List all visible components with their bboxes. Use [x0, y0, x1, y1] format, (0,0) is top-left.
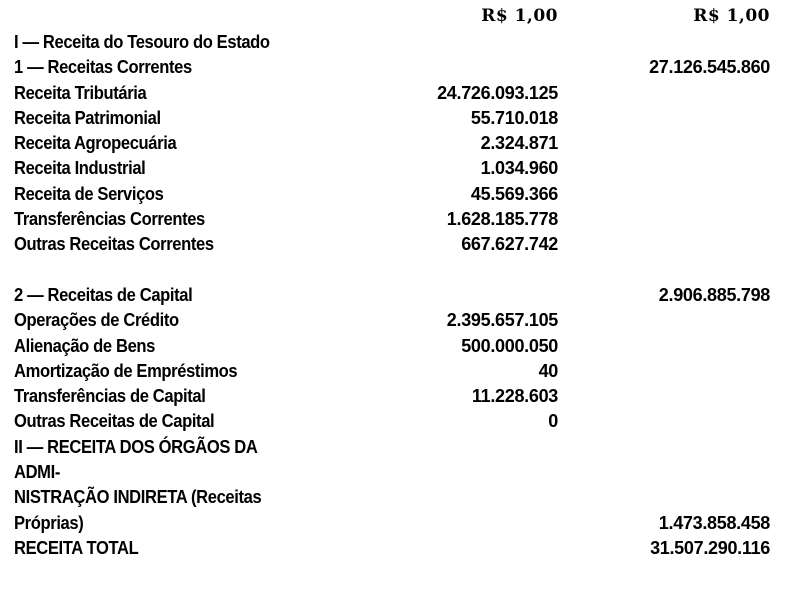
row-label: I — Receita do Tesouro do Estado — [14, 32, 270, 52]
table-row — [14, 435, 774, 460]
row-value-detail: 40 — [538, 360, 558, 381]
table-row — [14, 106, 774, 131]
row-value-detail: 1.034.960 — [480, 158, 558, 179]
row-label: Amortização de Empréstimos — [14, 360, 238, 381]
revenue-table — [14, 30, 774, 561]
table-row — [14, 460, 774, 485]
table-row — [14, 283, 774, 308]
table-row — [14, 81, 774, 106]
row-value-detail: 55.710.018 — [470, 107, 558, 128]
row-label: Receita Industrial — [14, 158, 146, 179]
table-row — [14, 30, 774, 55]
table-row — [14, 232, 774, 257]
row-label: Operações de Crédito — [14, 310, 179, 331]
row-label: Receita Patrimonial — [14, 107, 161, 128]
table-row — [14, 207, 774, 232]
table-row — [14, 334, 774, 359]
row-value-detail: 11.228.603 — [471, 386, 558, 407]
row-value-total: 31.507.290.116 — [650, 537, 770, 558]
row-value-detail: 24.726.093.125 — [437, 82, 558, 103]
row-value-detail: 500.000.050 — [461, 335, 558, 356]
row-label: NISTRAÇÃO INDIRETA (Receitas — [14, 487, 262, 508]
table-row — [14, 182, 774, 207]
row-label: Alienação de Bens — [14, 335, 156, 356]
row-label: ADMI- — [14, 462, 60, 483]
row-value-total: 27.126.545.860 — [649, 57, 770, 78]
row-label: RECEITA TOTAL — [14, 537, 139, 558]
table-row — [14, 536, 774, 561]
table-row — [14, 131, 774, 156]
row-label: Outras Receitas de Capital — [14, 411, 215, 432]
table-row — [14, 55, 774, 80]
row-value-detail: 667.627.742 — [461, 234, 558, 255]
column-header-2: R$ 1,00 — [693, 6, 770, 26]
table-row — [14, 308, 774, 333]
row-label: Transferências Correntes — [14, 209, 205, 230]
row-value-detail: 1.628.185.778 — [446, 209, 558, 230]
row-value-total: 2.906.885.798 — [658, 284, 770, 305]
row-label: 2 — Receitas de Capital — [14, 284, 193, 305]
table-row — [14, 384, 774, 409]
table-row — [14, 156, 774, 181]
row-value-detail: 0 — [548, 411, 558, 432]
row-value-total: 1.473.858.458 — [658, 512, 770, 533]
row-label: Receita Tributária — [14, 82, 147, 103]
table-row — [14, 511, 774, 536]
row-value-detail: 45.569.366 — [470, 183, 558, 204]
row-label: Outras Receitas Correntes — [14, 234, 214, 255]
row-label: 1 — Receitas Correntes — [14, 57, 192, 78]
table-row — [14, 359, 774, 384]
table-row — [14, 258, 774, 283]
row-label: II — RECEITA DOS ÓRGÃOS DA — [14, 436, 258, 457]
table-row — [14, 409, 774, 434]
row-label: Receita Agropecuária — [14, 133, 177, 154]
row-label: Receita de Serviços — [14, 183, 164, 204]
row-label: Transferências de Capital — [14, 386, 206, 407]
row-label: Próprias) — [14, 512, 84, 533]
column-header-1: R$ 1,00 — [481, 6, 558, 26]
row-value-detail: 2.324.871 — [480, 133, 558, 154]
row-value-detail: 2.395.657.105 — [446, 310, 558, 331]
table-row — [14, 485, 774, 510]
